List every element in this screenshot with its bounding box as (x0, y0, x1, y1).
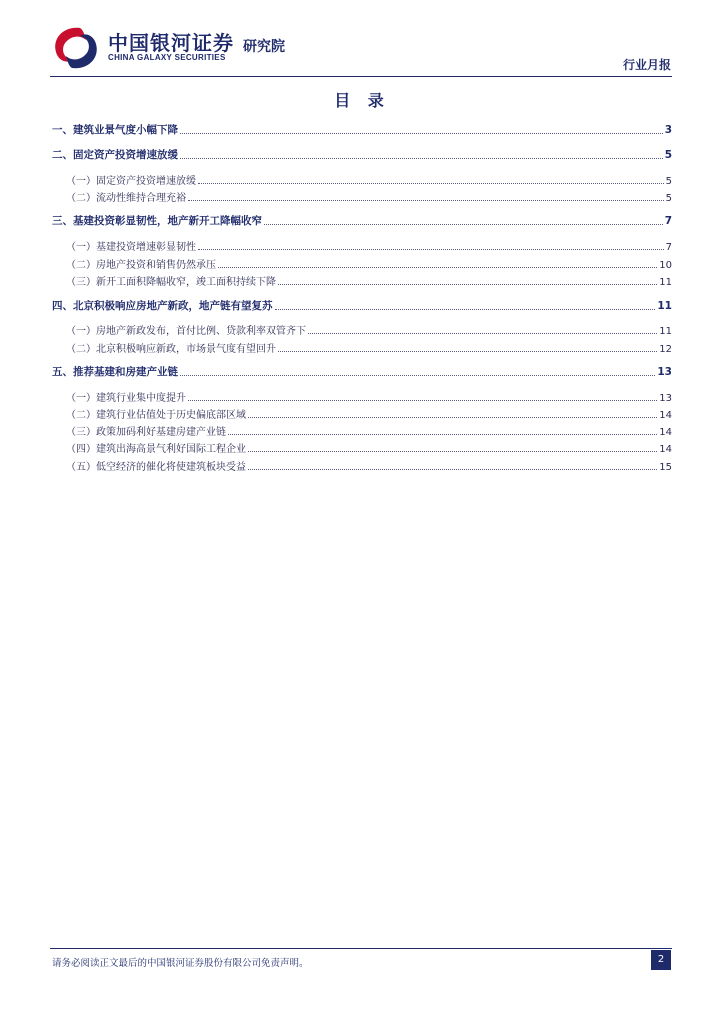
toc-entry-title: 五、推荐基建和房建产业链 (52, 366, 178, 378)
toc-entry-title: （二）北京积极响应新政，市场景气度有望回升 (66, 344, 276, 355)
toc-subsection-entry[interactable] (52, 256, 672, 271)
brand-institute: 研究院 (243, 39, 285, 55)
toc-entry-page: 13 (659, 393, 672, 404)
toc-title: 目 录 (334, 91, 390, 110)
toc-section-entry[interactable] (52, 298, 672, 313)
brand-name-english: CHINA GALAXY SECURITIES (108, 53, 226, 62)
toc-dot-leader (218, 267, 657, 268)
toc-entry-page: 5 (664, 149, 672, 161)
toc-entry-title: 四、北京积极响应房地产新政，地产链有望复苏 (52, 300, 273, 312)
toc-entry-title: （一）建筑行业集中度提升 (66, 393, 186, 404)
toc-entry-page: 11 (657, 300, 672, 312)
toc-dot-leader (248, 417, 657, 418)
toc-entry-page: 14 (659, 427, 672, 438)
toc-entry-title: （二）流动性维持合理充裕 (66, 193, 186, 204)
toc-dot-leader (278, 351, 657, 352)
brand-name-chinese: 中国银河证券 (108, 31, 234, 55)
toc-section-entry[interactable] (52, 122, 672, 137)
toc-entry-page: 12 (659, 344, 672, 355)
toc-dot-leader (188, 400, 657, 401)
report-type-label: 行业月报 (622, 58, 671, 72)
toc-subsection-entry[interactable] (52, 172, 672, 187)
toc-entry-page: 13 (657, 366, 672, 378)
toc-dot-leader (180, 133, 663, 134)
page-number: 2 (651, 950, 671, 970)
toc-entry-page: 7 (665, 242, 672, 253)
toc-subsection-entry[interactable] (52, 322, 672, 337)
toc-entry-title: 三、基建投资彰显韧性，地产新开工降幅收窄 (52, 215, 262, 227)
toc-dot-leader (198, 183, 664, 184)
toc-subsection-entry[interactable] (52, 189, 672, 204)
toc-dot-leader (180, 375, 655, 376)
toc-dot-leader (275, 309, 656, 310)
toc-subsection-entry[interactable] (52, 458, 672, 473)
toc-dot-leader (264, 224, 663, 225)
page-header (0, 0, 724, 80)
toc-dot-leader (308, 333, 657, 334)
toc-entry-title: 一、建筑业景气度小幅下降 (52, 124, 178, 136)
toc-subsection-entry[interactable] (52, 340, 672, 355)
toc-entry-page: 11 (659, 277, 672, 288)
toc-section-entry[interactable] (52, 364, 672, 379)
toc-dot-leader (248, 469, 657, 470)
toc-entry-title: （一）房地产新政发布，首付比例、贷款利率双管齐下 (66, 326, 306, 337)
toc-subsection-entry[interactable] (52, 273, 672, 288)
toc-entry-page: 14 (659, 410, 672, 421)
toc-entry-title: （三）政策加码利好基建房建产业链 (66, 427, 226, 438)
toc-dot-leader (180, 158, 663, 159)
toc-section-entry[interactable] (52, 213, 672, 228)
toc-entry-page: 15 (659, 462, 672, 473)
toc-subsection-entry[interactable] (52, 440, 672, 455)
toc-entry-page: 3 (664, 124, 672, 136)
toc-entry-title: （一）基建投资增速彰显韧性 (66, 242, 196, 253)
toc-entry-title: （三）新开工面积降幅收窄，竣工面积持续下降 (66, 277, 276, 288)
toc-entry-title: （五）低空经济的催化将使建筑板块受益 (66, 462, 246, 473)
toc-entry-title: 二、固定资产投资增速放缓 (52, 149, 178, 161)
toc-subsection-entry[interactable] (52, 389, 672, 404)
toc-dot-leader (188, 200, 664, 201)
toc-entry-title: （二）建筑行业估值处于历史偏底部区域 (66, 410, 246, 421)
china-galaxy-logo-icon (50, 24, 102, 72)
toc-entry-title: （二）房地产投资和销售仍然承压 (66, 260, 216, 271)
toc-entry-title: （一）固定资产投资增速放缓 (66, 176, 196, 187)
toc-dot-leader (228, 434, 657, 435)
toc-entry-page: 10 (659, 260, 672, 271)
toc-subsection-entry[interactable] (52, 238, 672, 253)
footer-disclaimer: 请务必阅读正文最后的中国银河证券股份有限公司免责声明。 (52, 958, 309, 969)
footer-divider (50, 948, 672, 949)
toc-entry-page: 5 (665, 176, 672, 187)
toc-dot-leader (248, 451, 657, 452)
toc-section-entry[interactable] (52, 147, 672, 162)
toc-entry-page: 5 (665, 193, 672, 204)
toc-dot-leader (278, 284, 657, 285)
toc-subsection-entry[interactable] (52, 423, 672, 438)
toc-dot-leader (198, 249, 664, 250)
toc-entry-page: 7 (664, 215, 672, 227)
toc-entry-page: 14 (659, 444, 672, 455)
toc-subsection-entry[interactable] (52, 406, 672, 421)
toc-entry-title: （四）建筑出海高景气利好国际工程企业 (66, 444, 246, 455)
toc-entry-page: 11 (659, 326, 672, 337)
header-divider (50, 76, 672, 77)
